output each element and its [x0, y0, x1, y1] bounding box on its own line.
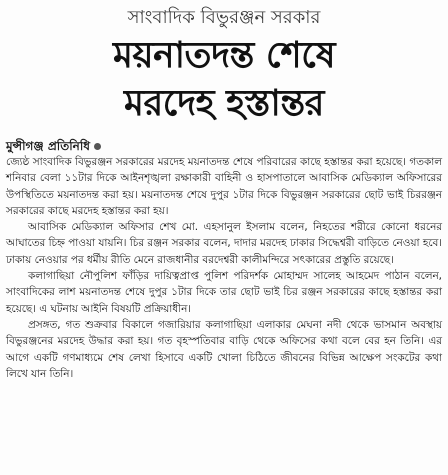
paragraph-3: কলাগাছিয়া নৌপুলিশ ফাঁড়ির দায়িত্বপ্রাপ্ত পুলিশ পরিদর্শক মোহাম্মদ সালেহ আহমেদ পাঠান বলেন, সাংবাদিকের লাশ ময়নাতদন্ত শেষে দুপুর ১টার দিকে তার ছোট ভাই চির রঞ্জন সরকারের কাছে হস্তান্তর করা হয়েছে। এ ঘটনায় আইনি বিষয়টি প্রক্রিয়াধীন। [6, 270, 442, 315]
paragraph-4: প্রসঙ্গত, গত শুক্রবার বিকালে গজারিয়ার কলাগাছিয়া এলাকার মেঘনা নদী থেকে ভাসমান অবস্থায় বিভুরঞ্জনের মরদেহ উদ্ধার করা হয়। গত বৃহস্পতিবার বাড়ি থেকে অফিসের কথা বলে বের হন তিনি। এর আগে একটি গণমাধ্যমে শেষ লেখা হিসাবে একটি খোলা চিঠিতে জীবনের বিভিন্ন আক্ষেপ সংকটের কথা লিখে যান তিনি। [6, 318, 442, 380]
bullet-icon [94, 143, 101, 150]
article-kicker: সাংবাদিক বিভুরঞ্জন সরকার [127, 7, 321, 28]
headline-line-1: ময়নাতদন্ত শেষে [112, 35, 336, 76]
paragraph-2: আবাসিক মেডিক্যাল অফিসার শেখ মো. এহসানুল ইসলাম বলেন, নিহতের শরীরে কোনো ধরনের আঘাতের চিহ্ন পাওয়া যায়নি। চির রঞ্জন সরকার বলেন, দাদার মরদেহ ঢাকার সিদ্ধেশ্বরী বাড়িতে নেওয়া হবে। ঢাকায় নেওয়ার পর ধর্মীয় রীতি মেনে রাজধানীর বরদেশ্বরী কালীমন্দিরে সৎকারের প্রস্তুতি রয়েছে। [6, 221, 442, 266]
paragraph-1: জ্যেষ্ঠ সাংবাদিক বিভুরঞ্জন সরকারের মরদেহ ময়নাতদন্ত শেষে পরিবারের কাছে হস্তান্তর করা হয়েছে। গতকাল শনিবার বেলা ১১টার দিকে আইনশৃঙ্খলা রক্ষাকারী বাহিনী ও হাসপাতালে আবাসিক মেডিক্যাল অফিসারের উপস্থিতিতে ময়নাতদন্ত করা হয়। ময়নাতদন্ত শেষে দুপুর ১টার দিকে বিভুরঞ্জন সরকারের ছোট ভাই চিররঞ্জন সরকারের কাছে মরদেহ হস্তান্তর করা হয়। [6, 156, 442, 217]
headline-line-2: মরদেহ হস্তান্তর [124, 83, 324, 124]
byline-text: মুন্সীগঞ্জ প্রতিনিধি [6, 139, 90, 153]
byline [6, 138, 442, 154]
